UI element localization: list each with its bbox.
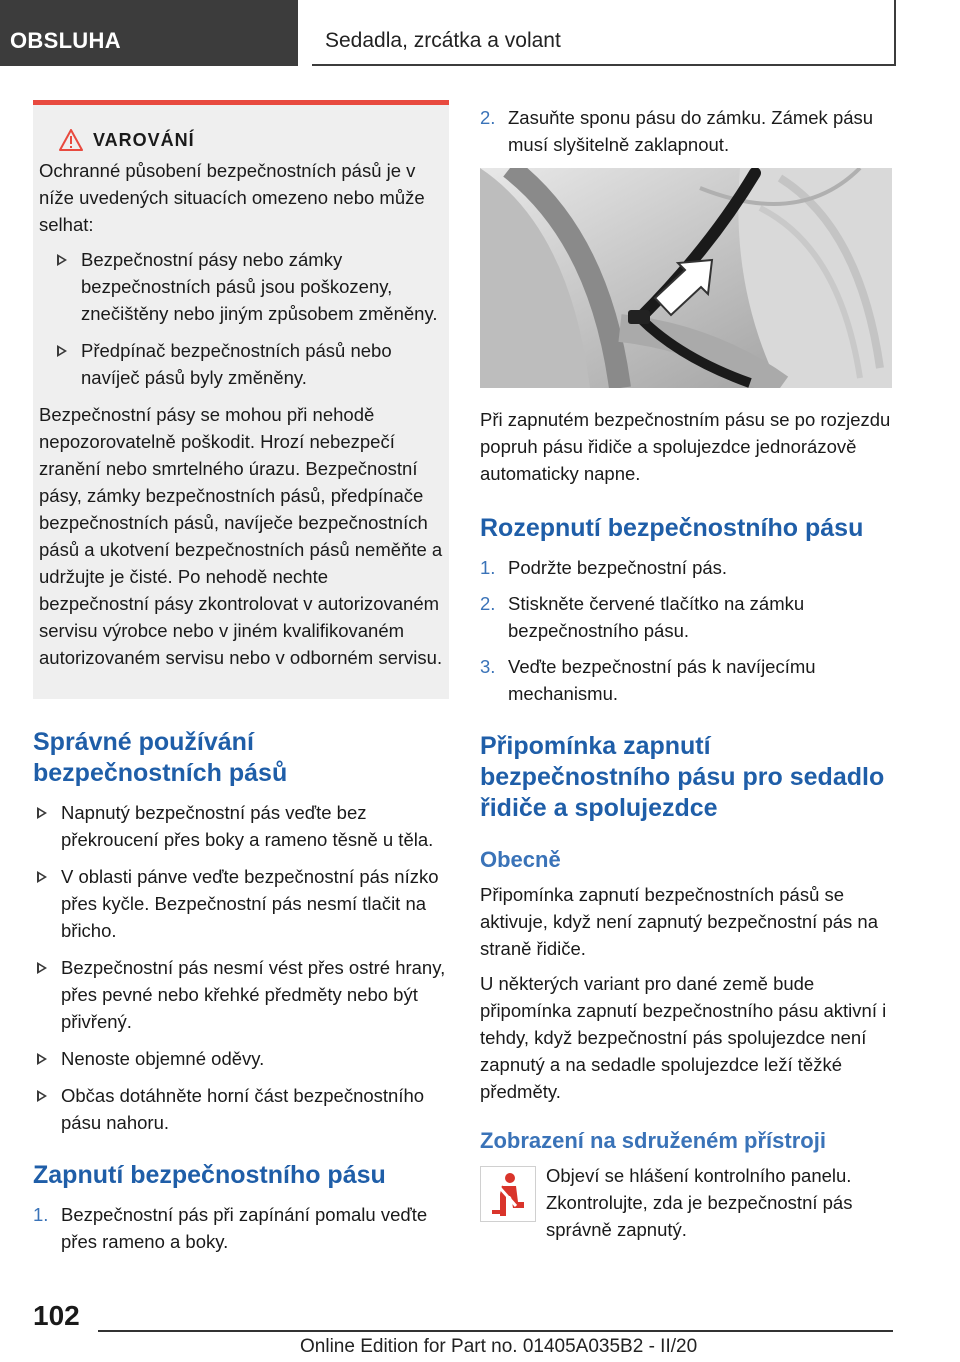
usage-list xyxy=(33,799,449,1136)
seatbelt-warning-icon xyxy=(480,1166,536,1222)
release-steps xyxy=(480,554,892,707)
fasten-heading: Zapnutí bezpečnostního pásu xyxy=(33,1161,386,1189)
fasten-steps-left xyxy=(33,1201,449,1255)
fasten-steps-right xyxy=(480,104,892,158)
step-text: Bezpečnostní pás při zapínání pomalu veďte přes rameno a boky. xyxy=(61,1204,428,1252)
step-text: Zasuňte sponu pásu do zámku. Zámek pásu musí slyšitelně zaklapnout. xyxy=(508,107,874,155)
left-column xyxy=(33,100,449,1264)
usage-heading: Správné používání bezpečnostních pásů xyxy=(33,728,288,787)
warning-list xyxy=(39,246,443,391)
footer-edition: Online Edition for Part no. 01405A035B2 - II/20 xyxy=(300,1336,698,1357)
seatbelt-photo-illustration xyxy=(480,168,892,388)
list-item xyxy=(480,590,892,644)
warning-title-text: VAROVÁNÍ xyxy=(93,129,195,150)
list-item: V oblasti pánve veďte bezpečnostní pás nízko přes kyčle. Bezpečnostní pás nesmí tlačit na břicho. xyxy=(33,863,449,944)
step-text: Stiskněte červené tlačítko na zámku bezpečnostního pásu. xyxy=(508,593,805,641)
list-item: Předpínač bezpečnostních pásů nebo navíječ pásů byly změněny. xyxy=(53,337,443,391)
warning-title xyxy=(39,129,443,151)
list-item: Bezpečnostní pásy nebo zámky bezpečnostních pásů jsou poškozeny, znečištěny nebo jiným způsobem změněny. xyxy=(53,246,443,327)
general-paragraph-1: Připomínka zapnutí bezpečnostních pásů se aktivuje, když není zapnutý bezpečnostní pás na straně řidiče. xyxy=(480,884,879,959)
list-item xyxy=(33,1201,449,1255)
step-number: 1. xyxy=(33,1204,49,1225)
step-text: Podržte bezpečnostní pás. xyxy=(508,557,728,578)
general-paragraph-2: U některých variant pro dané země bude připomínka zapnutí bezpečnostního pásu aktivní i tehdy, když bezpečnostní pás spolujezdce není zapnutý a na sedadle spolujezdce leží těžké předměty. xyxy=(480,973,887,1102)
step-number: 3. xyxy=(480,656,496,677)
step-number: 2. xyxy=(480,107,496,128)
list-item: Bezpečnostní pás nesmí vést přes ostré hrany, přes pevné nebo křehké předměty nebo být přivřený. xyxy=(33,954,449,1035)
step-number: 2. xyxy=(480,593,496,614)
step-number: 1. xyxy=(480,557,496,578)
display-row xyxy=(480,1162,892,1243)
page-number: 102 xyxy=(33,1300,80,1331)
seatbelt-buckle-photo xyxy=(480,168,892,388)
reminder-heading: Připomínka zapnutí bezpečnostního pásu pro sedadlo řidiče a spolujezdce xyxy=(480,732,885,822)
release-heading: Rozepnutí bezpečnostního pásu xyxy=(480,514,864,542)
step-text: Veďte bezpečnostní pás k navíjecímu mechanismu. xyxy=(508,656,816,704)
list-item xyxy=(480,653,892,707)
chapter-title: Sedadla, zrcátka a volant xyxy=(312,0,896,66)
right-column xyxy=(480,100,892,1243)
list-item xyxy=(480,554,892,581)
list-item: Nenoste objemné oděvy. xyxy=(33,1045,449,1072)
warning-intro: Ochranné působení bezpečnostních pásů je v níže uvedených situacích omezeno nebo může selhat: xyxy=(39,160,425,235)
warning-triangle-icon xyxy=(59,129,83,151)
list-item: Napnutý bezpečnostní pás veďte bez překroucení přes boky a rameno těsně u těla. xyxy=(33,799,449,853)
general-heading: Obecně xyxy=(480,847,561,872)
warning-box xyxy=(33,100,449,699)
list-item xyxy=(480,104,892,158)
display-text: Objeví se hlášení kontrolního panelu. Zkontrolujte, zda je bezpečnostní pás správně zapnutý. xyxy=(546,1165,853,1240)
section-tab: OBSLUHA xyxy=(0,0,298,66)
list-item: Občas dotáhněte horní část bezpečnostního pásu nahoru. xyxy=(33,1082,449,1136)
warning-body: Bezpečnostní pásy se mohou při nehodě nepozorovatelně poškodit. Hrozí nebezpečí zranění nebo smrtelného úrazu. Bezpečnostní pásy, zámky bezpečnostních pásů, předpínače bezpečnostních pásů, navíječe bezpečnostních pásů a ukotvení bezpečnostních pásů neměňte a udržujte je čisté. Po nehodě nechte bezpečnostní pásy zkontrolovat v autorizovaném servisu výrobce nebo v jiném kvalifikovaném autorizovaném servisu nebo v odborném servisu. xyxy=(39,404,443,668)
display-heading: Zobrazení na sdruženém přístroji xyxy=(480,1128,826,1153)
fasten-note: Při zapnutém bezpečnostním pásu se po rozjezdu popruh pásu řidiče a spolujezdce jednorázově automaticky napne. xyxy=(480,409,891,484)
footer-divider xyxy=(98,1330,893,1332)
